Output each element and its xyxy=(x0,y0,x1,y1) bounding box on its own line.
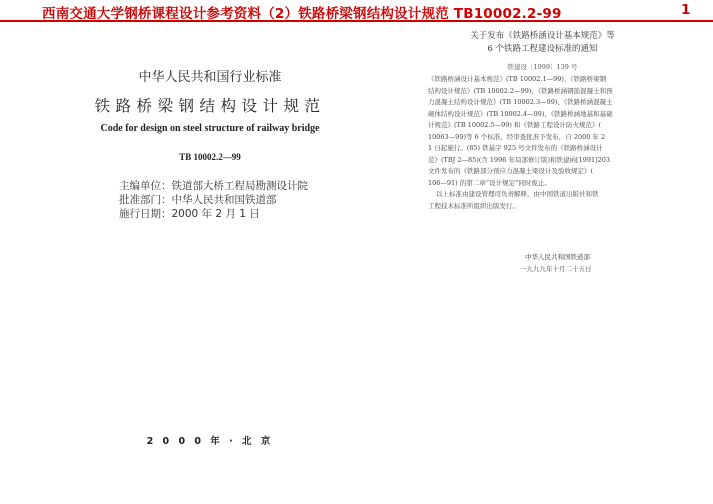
notice-paragraph-line: 文件发布的《铁路部分预应力混凝土梁设计及验收规定》( xyxy=(428,167,594,175)
standard-category: 中华人民共和国行业标准 xyxy=(138,70,282,85)
approval-department: 批准部门：中华人民共和国铁道部 xyxy=(119,194,277,206)
effective-date: 施行日期：2000 年 2 月 1 日 xyxy=(119,208,260,220)
notice-title-line-1: 关于发布《铁路桥涵设计基本规范》等 xyxy=(470,31,615,41)
signature-date: 一九九九年十月二十五日 xyxy=(520,265,592,273)
notice-page xyxy=(420,22,713,504)
notice-paragraph-line: 工程技术标准所组织出版发行。 xyxy=(428,201,519,210)
notice-paragraph-line: 结构设计规范》(TB 10002.2—99)、《铁路桥涵钢筋混凝土和预 xyxy=(428,86,613,95)
page-header xyxy=(0,0,713,22)
notice-title-line-2: 6 个铁路工程建设标准的通知 xyxy=(487,44,598,54)
document-title-cn: 铁路桥梁钢结构设计规范 xyxy=(94,97,326,115)
page-number: 1 xyxy=(681,2,691,18)
publish-line: 2 0 0 0 年 · 北 京 xyxy=(146,436,274,447)
notice-paragraph-line: 106—91) 的第二章“设计规定”同时废止。 xyxy=(428,178,551,187)
signature-organization: 中华人民共和国铁道部 xyxy=(525,253,590,261)
notice-paragraph-line: 砌体结构设计规范》(TB 10002.4—99)、《铁路桥涵地基和基础 xyxy=(428,109,613,118)
document-title-en: Code for design on steel structure of railway bridge xyxy=(100,123,320,134)
notice-paragraph-line: 以上标准由建设管理司负责解释，由中国铁道出版社和铁 xyxy=(436,190,599,198)
notice-paragraph-line: 计规范》(TB 10002.5—99) 和《铁路工程设计防火规范》( xyxy=(428,121,602,129)
header-title: 西南交通大学钢桥课程设计参考资料（2）铁路桥梁钢结构设计规范 TB10002.2-99 xyxy=(42,6,562,22)
notice-paragraph-line: 范》(TBJ 2—85)(含 1996 年局部修订版)和铁建函[1991]203 xyxy=(428,155,611,164)
document-number: 铁建设〔1999〕139 号 xyxy=(507,63,578,71)
notice-paragraph-line: 《铁路桥涵设计基本规范》(TB 10002.1—99)、《铁路桥梁钢 xyxy=(428,75,607,83)
notice-paragraph-line: 力混凝土结构设计规范》(TB 10002.3—99)、《铁路桥涵混凝土 xyxy=(428,98,613,106)
standard-code: TB 10002.2—99 xyxy=(179,152,241,162)
notice-paragraph-line: 10063—99)等 6 个标准，经审查批准予发布，自 2000 年 2 xyxy=(428,132,606,141)
chief-unit: 主编单位：铁道部大桥工程局勘测设计院 xyxy=(119,180,308,192)
notice-paragraph-line: 1 日起施行。(85) 铁基字 925 号文件发布的《铁路桥涵设计 xyxy=(428,144,603,152)
cover-page xyxy=(0,22,420,504)
